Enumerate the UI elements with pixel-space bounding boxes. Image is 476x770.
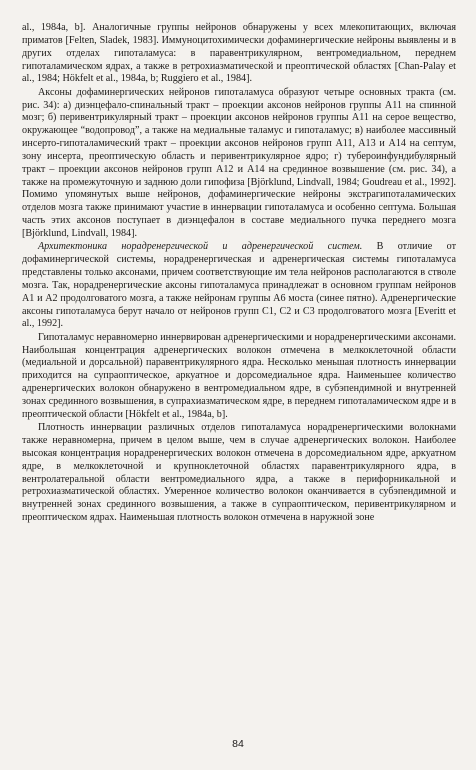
paragraph-2: Аксоны дофаминергических нейронов гипоталамуса образуют четыре основных тракта (см. рис. 34): а) диэнцефало-спинальный тракт – проекции аксонов нейронов группы A11 на спинной мозг; б) перивентрикулярный тракт – проекции аксонов нейронов группы A11 на серое вещество, окружающее “водопровод”, а также на медиальные таламус и гипоталамус; в) наиболее массивный инсерто-гипоталамический тракт – проекции аксонов нейронов групп A11, A13 и A14 на септум, зону инсерта, преоптическую область и перивентрикулярное ядро; г) тубероинфундибулярный тракт – проекции аксонов нейронов групп A12 и A14 на срединное возвышение (см. рис. 34), а также на промежуточную и заднюю доли гипофиза [Björklund, Lindvall, 1984; Goudreau et al., 1992]. Помимо упомянутых выше нейронов, дофаминергические нейроны экстрагипоталамических отделов мозга также принимают участие в иннервации гипоталамуса и особенно септума. Большая часть этих аксонов поступает в диэнцефалон в составе медиального пучка переднего мозга [Björklund, Lindvall, 1984]. [22,86,456,239]
paragraph-1: al., 1984a, b]. Аналогичные группы нейронов обнаружены у всех млекопитающих, включая приматов [Felten, Sladek, 1983]. Иммуноцитохимически дофаминергические нейроны выявлены и в других отделах гипоталамуса: в паравентрикулярном, вентромедиальном, переднем гипоталамическом ядрах, а также в ретрохиазматической и преоптической областях [Chan-Palay et al., 1984; Hökfelt et al., 1984a, b; Ruggiero et al., 1984]. [22,22,456,85]
paragraph-5: Плотность иннервации различных отделов гипоталамуса норадренергическими волокнами также неравномерна, причем в целом выше, чем в случае адренергических волокон. Наиболее высокая концентрация норадренергических волокон отмечена в дорсомедиальном ядре, аркуатном ядре, в мелкоклеточной и крупноклеточной областях паравентрикулярного ядра, в вентролатеральной области вентромедиального ядра, а также в перифорникальной и ретрохиазматической областях. Умеренное количество волокон оканчивается в субэпендимной и внутренней зонах срединного возвышения, а также в супраоптическом, перивентрикулярном и преоптическом ядрах. Наименьшая плотность волокон отмечена в наружной зоне [22,422,456,524]
section-heading: Архитектоника норадренергической и адренергической систем. [38,241,363,253]
paragraph-4: Гипоталамус неравномерно иннервирован адренергическими и норадренергическими аксонами. Наибольшая концентрация адренергических волокон отмечена в мелкоклеточной области (медиальной и дорсальной) паравентрикулярного ядра. Несколько меньшая плотность иннервации приходится на супраоптическое, аркуатное и дорсомедиальное ядра. Наименьшее количество адренергических волокон обнаружено в вентромедиальном ядре, в субэпендимной и внутренней зонах срединного возвышения, в супрахиазматическом ядре, в переднем гипоталамическом ядре и в преоптической области [Hökfelt et al., 1984a, b]. [22,331,456,420]
body-text [22,22,456,525]
paragraph-3-text: В отличие от дофаминергической системы, норадренергическая и адренергическая системы гипоталамуса представлены только аксонами, причем соответствующие им тела нейронов располагаются в стволе мозга. Так, норадренергические аксоны гипоталамуса принадлежат в основном группам нейронов A1 и A2 продолговатого мозга, а также нейронам группы A6 моста (синее пятно). Адренергические аксоны гипоталамуса берут начало от нейронов групп C1, C2 и C3 продолговатого мозга [Everitt et al., 1992]. [22,241,457,330]
page-number: 84 [232,738,244,750]
paragraph-3 [22,241,456,331]
